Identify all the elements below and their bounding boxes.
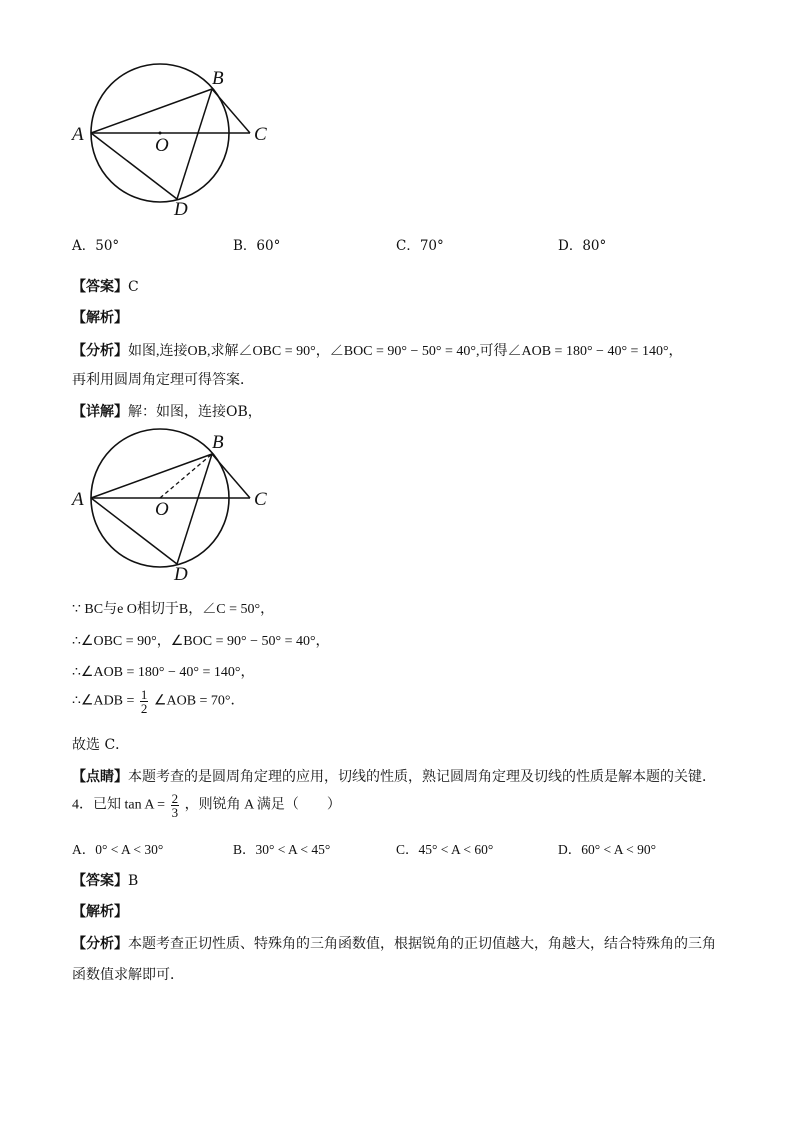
q4-post: ，则锐角 A 满足（ ） xyxy=(184,797,341,813)
fraction-den: 3 xyxy=(171,805,179,820)
step-4 xyxy=(72,688,245,715)
segment-bd xyxy=(177,454,212,564)
fraction-den: 2 xyxy=(140,701,148,716)
label-d: D xyxy=(174,199,188,220)
jiexi-tag: 【解析】 xyxy=(72,904,128,920)
segment-bc xyxy=(212,89,250,133)
label-a: A xyxy=(72,489,84,510)
answer-tag: 【答案】 xyxy=(72,873,128,889)
answer-value: C xyxy=(128,279,139,295)
q3-option-a: A．50° xyxy=(72,238,120,254)
q3-jiexi xyxy=(72,307,128,327)
q3-option-b: B．60° xyxy=(233,238,281,254)
fenxi-text: 如图,连接OB,求解∠OBC = 90°，∠BOC = 90° − 50° = 40°,可得∠AOB = 180° − 40° = 140°， xyxy=(128,344,683,359)
fraction-two-thirds xyxy=(171,792,180,819)
q3-fenxi-line2 xyxy=(72,369,254,389)
fraction-num: 1 xyxy=(140,687,148,702)
q4-option-c: C．45° < A < 60° xyxy=(396,842,494,857)
fenxi-tag: 【分析】 xyxy=(72,936,128,952)
label-c: C xyxy=(254,489,267,510)
q4-option-b: B．30° < A < 45° xyxy=(233,842,331,857)
label-b: B xyxy=(212,68,224,89)
segment-bd xyxy=(177,89,212,199)
label-d: D xyxy=(174,564,188,585)
label-b: B xyxy=(212,432,224,453)
label-o: O xyxy=(155,135,169,156)
fraction-half xyxy=(140,688,149,715)
q3-answer xyxy=(72,276,139,296)
fenxi-tag: 【分析】 xyxy=(72,343,128,359)
segment-bc xyxy=(212,454,250,498)
label-c: C xyxy=(254,124,267,145)
segment-ob-dashed xyxy=(160,454,212,498)
fenxi-text-2: 再利用圆周角定理可得答案． xyxy=(72,372,254,388)
q4-jiexi xyxy=(72,901,128,921)
q4-answer xyxy=(72,870,138,890)
fenxi-text: 本题考查正切性质、特殊角的三角函数值，根据锐角的正切值越大，角越大，结合特殊角的三角 xyxy=(128,936,716,952)
q4-option-a: A．0° < A < 30° xyxy=(72,842,164,857)
detail-intro: 解：如图，连接OB， xyxy=(128,404,262,420)
dianjing-tag: 【点睛】 xyxy=(72,769,128,785)
step-1: ∵ BC与e O相切于B，∠C = 50°， xyxy=(72,602,275,617)
q4-stem xyxy=(72,792,341,819)
q3-detail xyxy=(72,401,262,421)
label-a: A xyxy=(72,124,84,145)
segment-ab xyxy=(91,454,212,498)
q3-option-c: C．70° xyxy=(396,238,444,254)
segment-ab xyxy=(91,89,212,133)
step-4-pre: ∴∠ADB = xyxy=(72,693,135,709)
q4-pre: 4．已知 tan A = xyxy=(72,797,166,813)
detail-tag: 【详解】 xyxy=(72,404,128,420)
dianjing-text: 本题考查的是圆周角定理的应用，切线的性质，熟记圆周角定理及切线的性质是解本题的关键． xyxy=(128,769,716,785)
label-o: O xyxy=(155,499,169,520)
step-2: ∴∠OBC = 90°，∠BOC = 90° − 50° = 40°， xyxy=(72,634,330,649)
step-4-post: ∠AOB = 70°． xyxy=(153,693,245,709)
step-5: 故选 C． xyxy=(72,737,130,753)
step-3: ∴∠AOB = 180° − 40° = 140°， xyxy=(72,665,255,680)
q4-option-d: D．60° < A < 90° xyxy=(558,842,657,857)
answer-tag: 【答案】 xyxy=(72,279,128,295)
q4-fenxi-line2: 函数值求解即可． xyxy=(72,967,184,983)
q3-option-d: D．80° xyxy=(558,238,607,254)
q3-dianjing xyxy=(72,766,716,786)
q3-fenxi-line1 xyxy=(72,340,683,360)
q4-fenxi-line1 xyxy=(72,933,716,953)
fraction-num: 2 xyxy=(171,791,179,806)
jiexi-tag: 【解析】 xyxy=(72,310,128,326)
answer-value: B xyxy=(128,873,139,889)
